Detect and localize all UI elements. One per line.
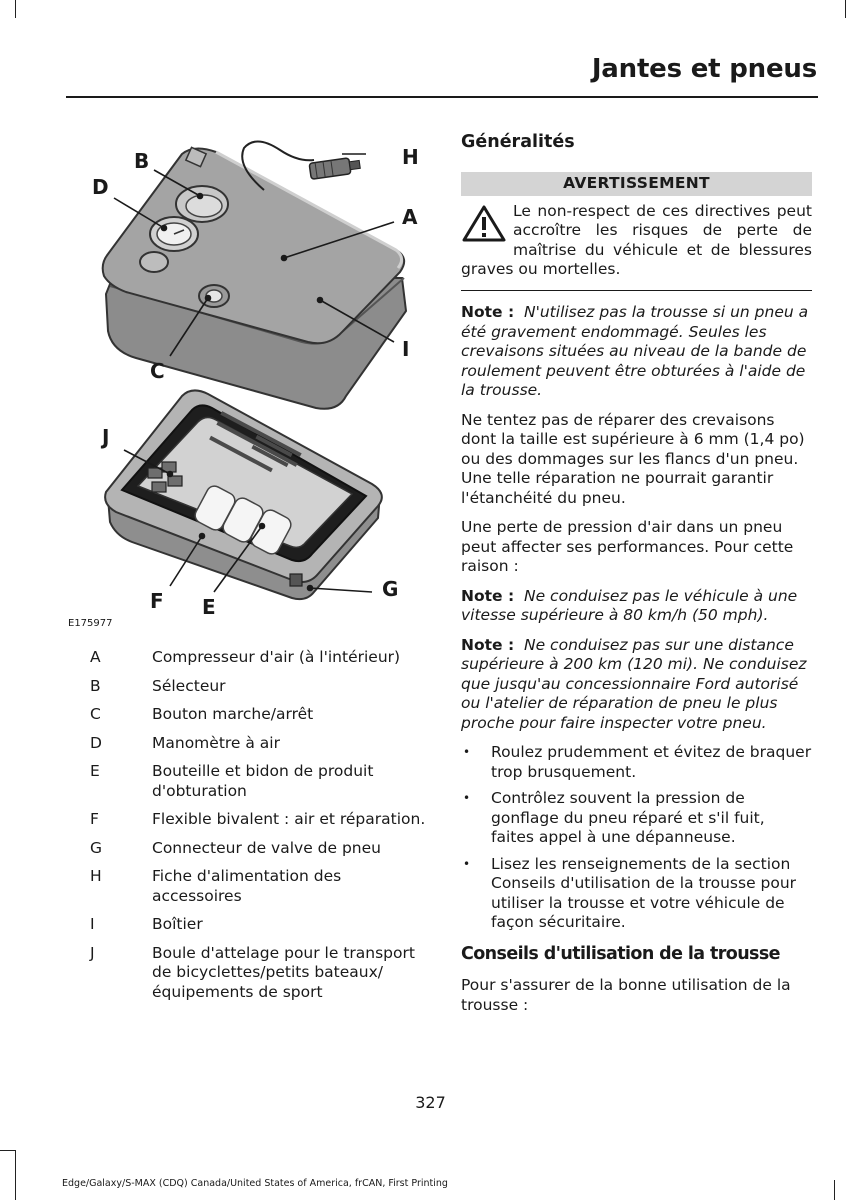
legend-row: [90, 810, 430, 830]
list-item: • Lisez les renseignements de la section Conseils d'utilisation de la trousse pour utiliser la trousse et votre véhicule de façon sécuritaire.: [461, 855, 812, 933]
note-text: Ne conduisez pas le véhicule à une vitesse supérieure à 80 km/h (50 mph).: [461, 586, 798, 624]
legend-key: H: [90, 867, 102, 885]
legend-row: [90, 677, 430, 697]
legend-key: C: [90, 705, 101, 723]
note-label: Note :: [461, 303, 515, 321]
legend-key: A: [90, 648, 101, 666]
legend-row: [90, 867, 430, 906]
crop-mark-top-right: [845, 0, 846, 18]
legend-text: Boîtier: [152, 915, 203, 933]
note-text: N'utilisez pas la trousse si un pneu a été gravement endommagé. Seules les crevaisons situées au niveau de la bande de roulement peuvent être obturées à l'aide de la trousse.: [461, 303, 809, 399]
callout-j: J: [102, 425, 110, 449]
note-label: Note :: [461, 586, 515, 605]
crop-mark-top-left: [15, 0, 16, 18]
legend-text: Manomètre à air: [152, 733, 280, 752]
page-title: Jantes et pneus: [591, 54, 817, 84]
tire-repair-kit-illustration: [66, 126, 428, 636]
warning-title: AVERTISSEMENT: [461, 172, 812, 196]
body-paragraph: Pour s'assurer de la bonne utilisation de la trousse :: [461, 976, 791, 1014]
page-number: 327: [415, 1093, 446, 1112]
figure-legend: [90, 648, 430, 1011]
legend-key: G: [90, 838, 103, 857]
note-label: Note :: [461, 635, 515, 654]
callout-d: D: [92, 175, 109, 199]
subsection-heading: Conseils d'utilisation de la trousse: [461, 943, 780, 964]
legend-row: [90, 915, 430, 935]
bullet-list: [461, 743, 812, 933]
legend-text: Flexible bivalent : air et réparation.: [152, 810, 426, 828]
callout-f: F: [150, 589, 164, 613]
callout-g: G: [382, 577, 399, 601]
callout-b: B: [134, 149, 150, 173]
title-divider: [66, 96, 818, 98]
footer-text: Edge/Galaxy/S-MAX (CDQ) Canada/United States of America, frCAN, First Printing: [62, 1178, 448, 1189]
figure-id: E175977: [68, 618, 113, 629]
callout-h: H: [402, 145, 419, 169]
list-item: • Roulez prudemment et évitez de braquer trop brusquement.: [461, 743, 812, 782]
legend-row: [90, 705, 430, 725]
compressor-unit-drawing: [103, 141, 406, 408]
legend-row: [90, 734, 430, 754]
note-paragraph: [461, 636, 812, 734]
crop-mark-bottom-left: [15, 1150, 16, 1200]
legend-key: F: [90, 810, 99, 828]
legend-key: J: [90, 943, 95, 962]
legend-key: I: [90, 915, 95, 933]
note-paragraph: [461, 303, 812, 401]
note-text: Ne conduisez pas sur une distance supérieure à 200 km (120 mi). Ne conduisez que jusqu'au concessionnaire Ford autorisé ou l'atelier de réparation de pneu le plus proche pour faire inspecter votre pneu.: [461, 635, 807, 732]
callout-i: I: [402, 337, 410, 361]
callout-a: A: [402, 205, 418, 229]
legend-text: Fiche d'alimentation des accessoires: [152, 867, 342, 905]
body-paragraph: Une perte de pression d'air dans un pneu peut affecter ses performances. Pour cette raison :: [461, 518, 794, 575]
note-paragraph: [461, 587, 812, 626]
legend-key: E: [90, 762, 100, 780]
warning-divider: [461, 290, 812, 292]
legend-text: Connecteur de valve de pneu: [152, 838, 381, 857]
legend-row: [90, 839, 430, 859]
sealant-tray-drawing: [105, 390, 382, 599]
legend-text: Boule d'attelage pour le transport de bicyclettes/petits bateaux/équipements de sport: [152, 943, 415, 1001]
callout-c: C: [150, 359, 165, 383]
crop-mark-left-edge: [0, 1150, 16, 1151]
warning-text: Le non-respect de ces directives peut accroître les risques de perte de maîtrise du véhicule et de blessures graves ou mortelles.: [461, 201, 812, 278]
legend-key: D: [90, 733, 102, 752]
section-heading: Généralités: [461, 132, 575, 152]
warning-body: [461, 202, 812, 286]
legend-key: B: [90, 676, 101, 695]
warning-triangle-icon: [461, 204, 507, 244]
body-paragraph: Ne tentez pas de réparer des crevaisons dont la taille est supérieure à 6 mm (1,4 po) ou des dommages sur les flancs d'un pneu. Une telle réparation ne pourrait garantir l'étanchéité du pneu.: [461, 410, 805, 507]
legend-text: Bouteille et bidon de produit d'obturation: [152, 762, 374, 800]
main-content: [461, 130, 812, 1025]
crop-mark-bottom-right: [834, 1180, 835, 1200]
callout-e: E: [202, 595, 216, 619]
legend-row: [90, 944, 430, 1003]
legend-text: Bouton marche/arrêt: [152, 705, 314, 723]
list-item: • Contrôlez souvent la pression de gonflage du pneu réparé et s'il fuit, faites appel à une dépanneuse.: [461, 789, 812, 848]
legend-text: Sélecteur: [152, 676, 226, 695]
legend-text: Compresseur d'air (à l'intérieur): [152, 648, 401, 666]
legend-row: [90, 762, 430, 801]
legend-row: [90, 648, 430, 668]
warning-box: [461, 172, 812, 291]
